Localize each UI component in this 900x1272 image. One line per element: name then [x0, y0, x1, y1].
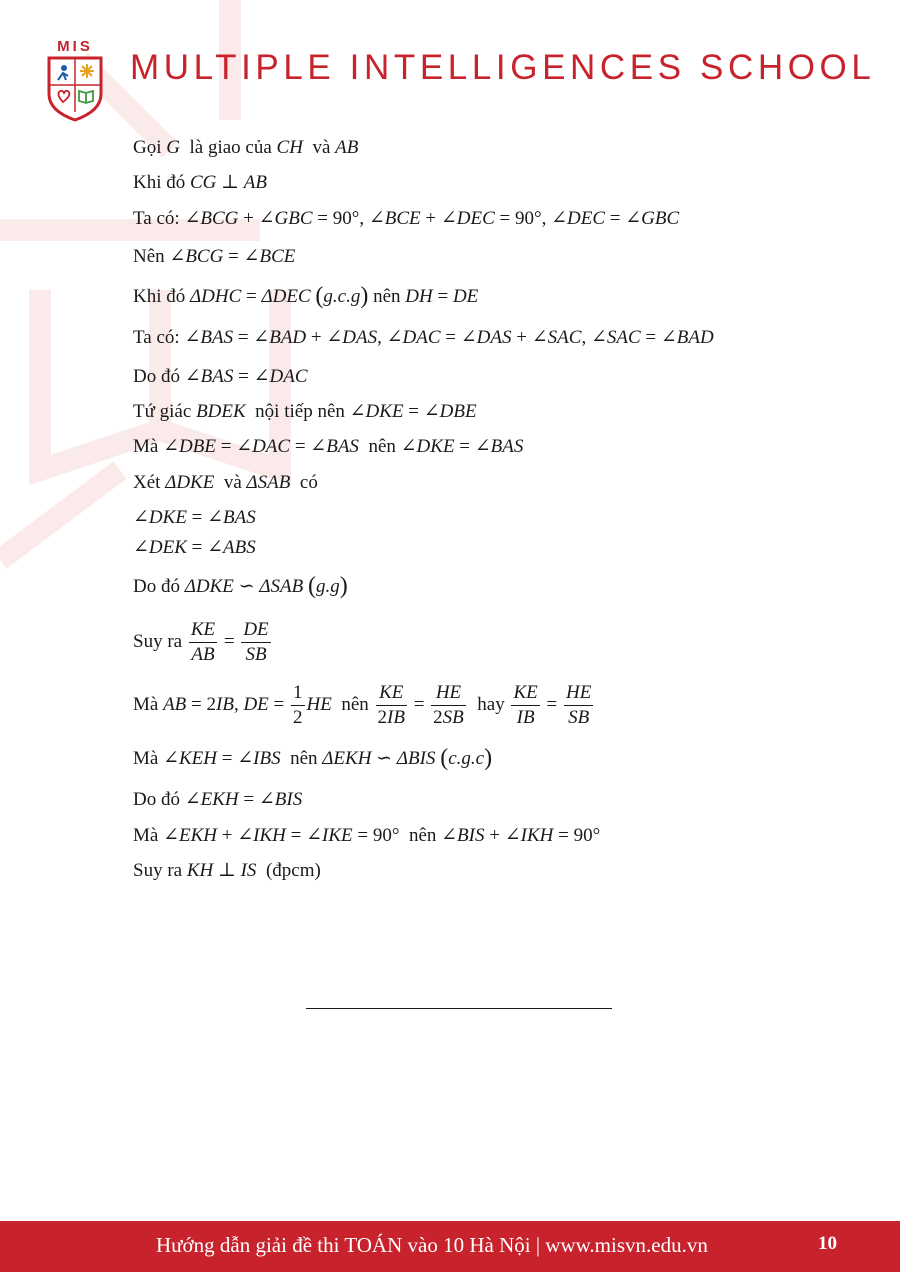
text-line: Do đó ∠EKH = ∠BIS [133, 789, 303, 810]
footer-bar [0, 1221, 900, 1272]
text-line: Suy ra $\frac{KE}{AB}$ = $\frac{DE}{SB}$ [133, 619, 269, 665]
school-name: MULTIPLE INTELLIGENCES SCHOOL [130, 48, 876, 87]
text-line: Tứ giác BDEK nội tiếp nên ∠DKE = ∠DBE [133, 401, 477, 422]
text-line: Do đó ∠BAS = ∠DAC [133, 366, 308, 387]
shield-icon [46, 56, 104, 122]
text-line: Mà AB = 2IB, DE = $\frac{1}{2}$ HE nên $\frac{KE}{2IB}$ = $\frac{HE}{2SB}$ hay $\frac{KE}{IB}$ = $\frac{HE}{SB}$ [133, 682, 592, 728]
text-line: Ta có: ∠BCG + ∠GBC = 90°, ∠BCE + ∠DEC = 90°, ∠DEC = ∠GBC [133, 208, 680, 229]
text-line: Mà ∠EKH + ∠IKH = ∠IKE = 90° nên ∠BIS + ∠IKH = 90° [133, 825, 601, 846]
text-line: Xét ΔDKE và ΔSAB có [133, 472, 318, 493]
text-line: Ta có: ∠BAS = ∠BAD + ∠DAS, ∠DAC = ∠DAS + ∠SAC, ∠SAC = ∠BAD [133, 327, 714, 348]
text-line: Gọi G là giao của CH và AB [133, 137, 359, 158]
footer-text: Hướng dẫn giải đề thi TOÁN vào 10 Hà Nội | www.misvn.edu.vn [156, 1233, 708, 1257]
end-separator-line [306, 1008, 612, 1009]
page-number: 10 [818, 1233, 837, 1254]
text-line: Khi đó ΔDHC = ΔDEC (g.c.g) nên DH = DE [133, 283, 479, 309]
text-line: Mà ∠KEH = ∠IBS nên ΔEKH ∽ ΔBIS (c.g.c) [133, 745, 493, 771]
text-line: Nên ∠BCG = ∠BCE [133, 246, 296, 267]
school-logo [44, 38, 106, 126]
text-line: Khi đó CG ⊥ AB [133, 172, 267, 193]
text-line: Do đó ΔDKE ∽ ΔSAB (g.g) [133, 573, 348, 599]
text-line: ∠DKE = ∠BAS [133, 507, 256, 528]
text-line: Suy ra KH ⊥ IS (đpcm) [133, 860, 321, 881]
text-line: Mà ∠DBE = ∠DAC = ∠BAS nên ∠DKE = ∠BAS [133, 436, 524, 457]
text-line: ∠DEK = ∠ABS [133, 537, 256, 558]
logo-text: MIS [57, 38, 93, 55]
